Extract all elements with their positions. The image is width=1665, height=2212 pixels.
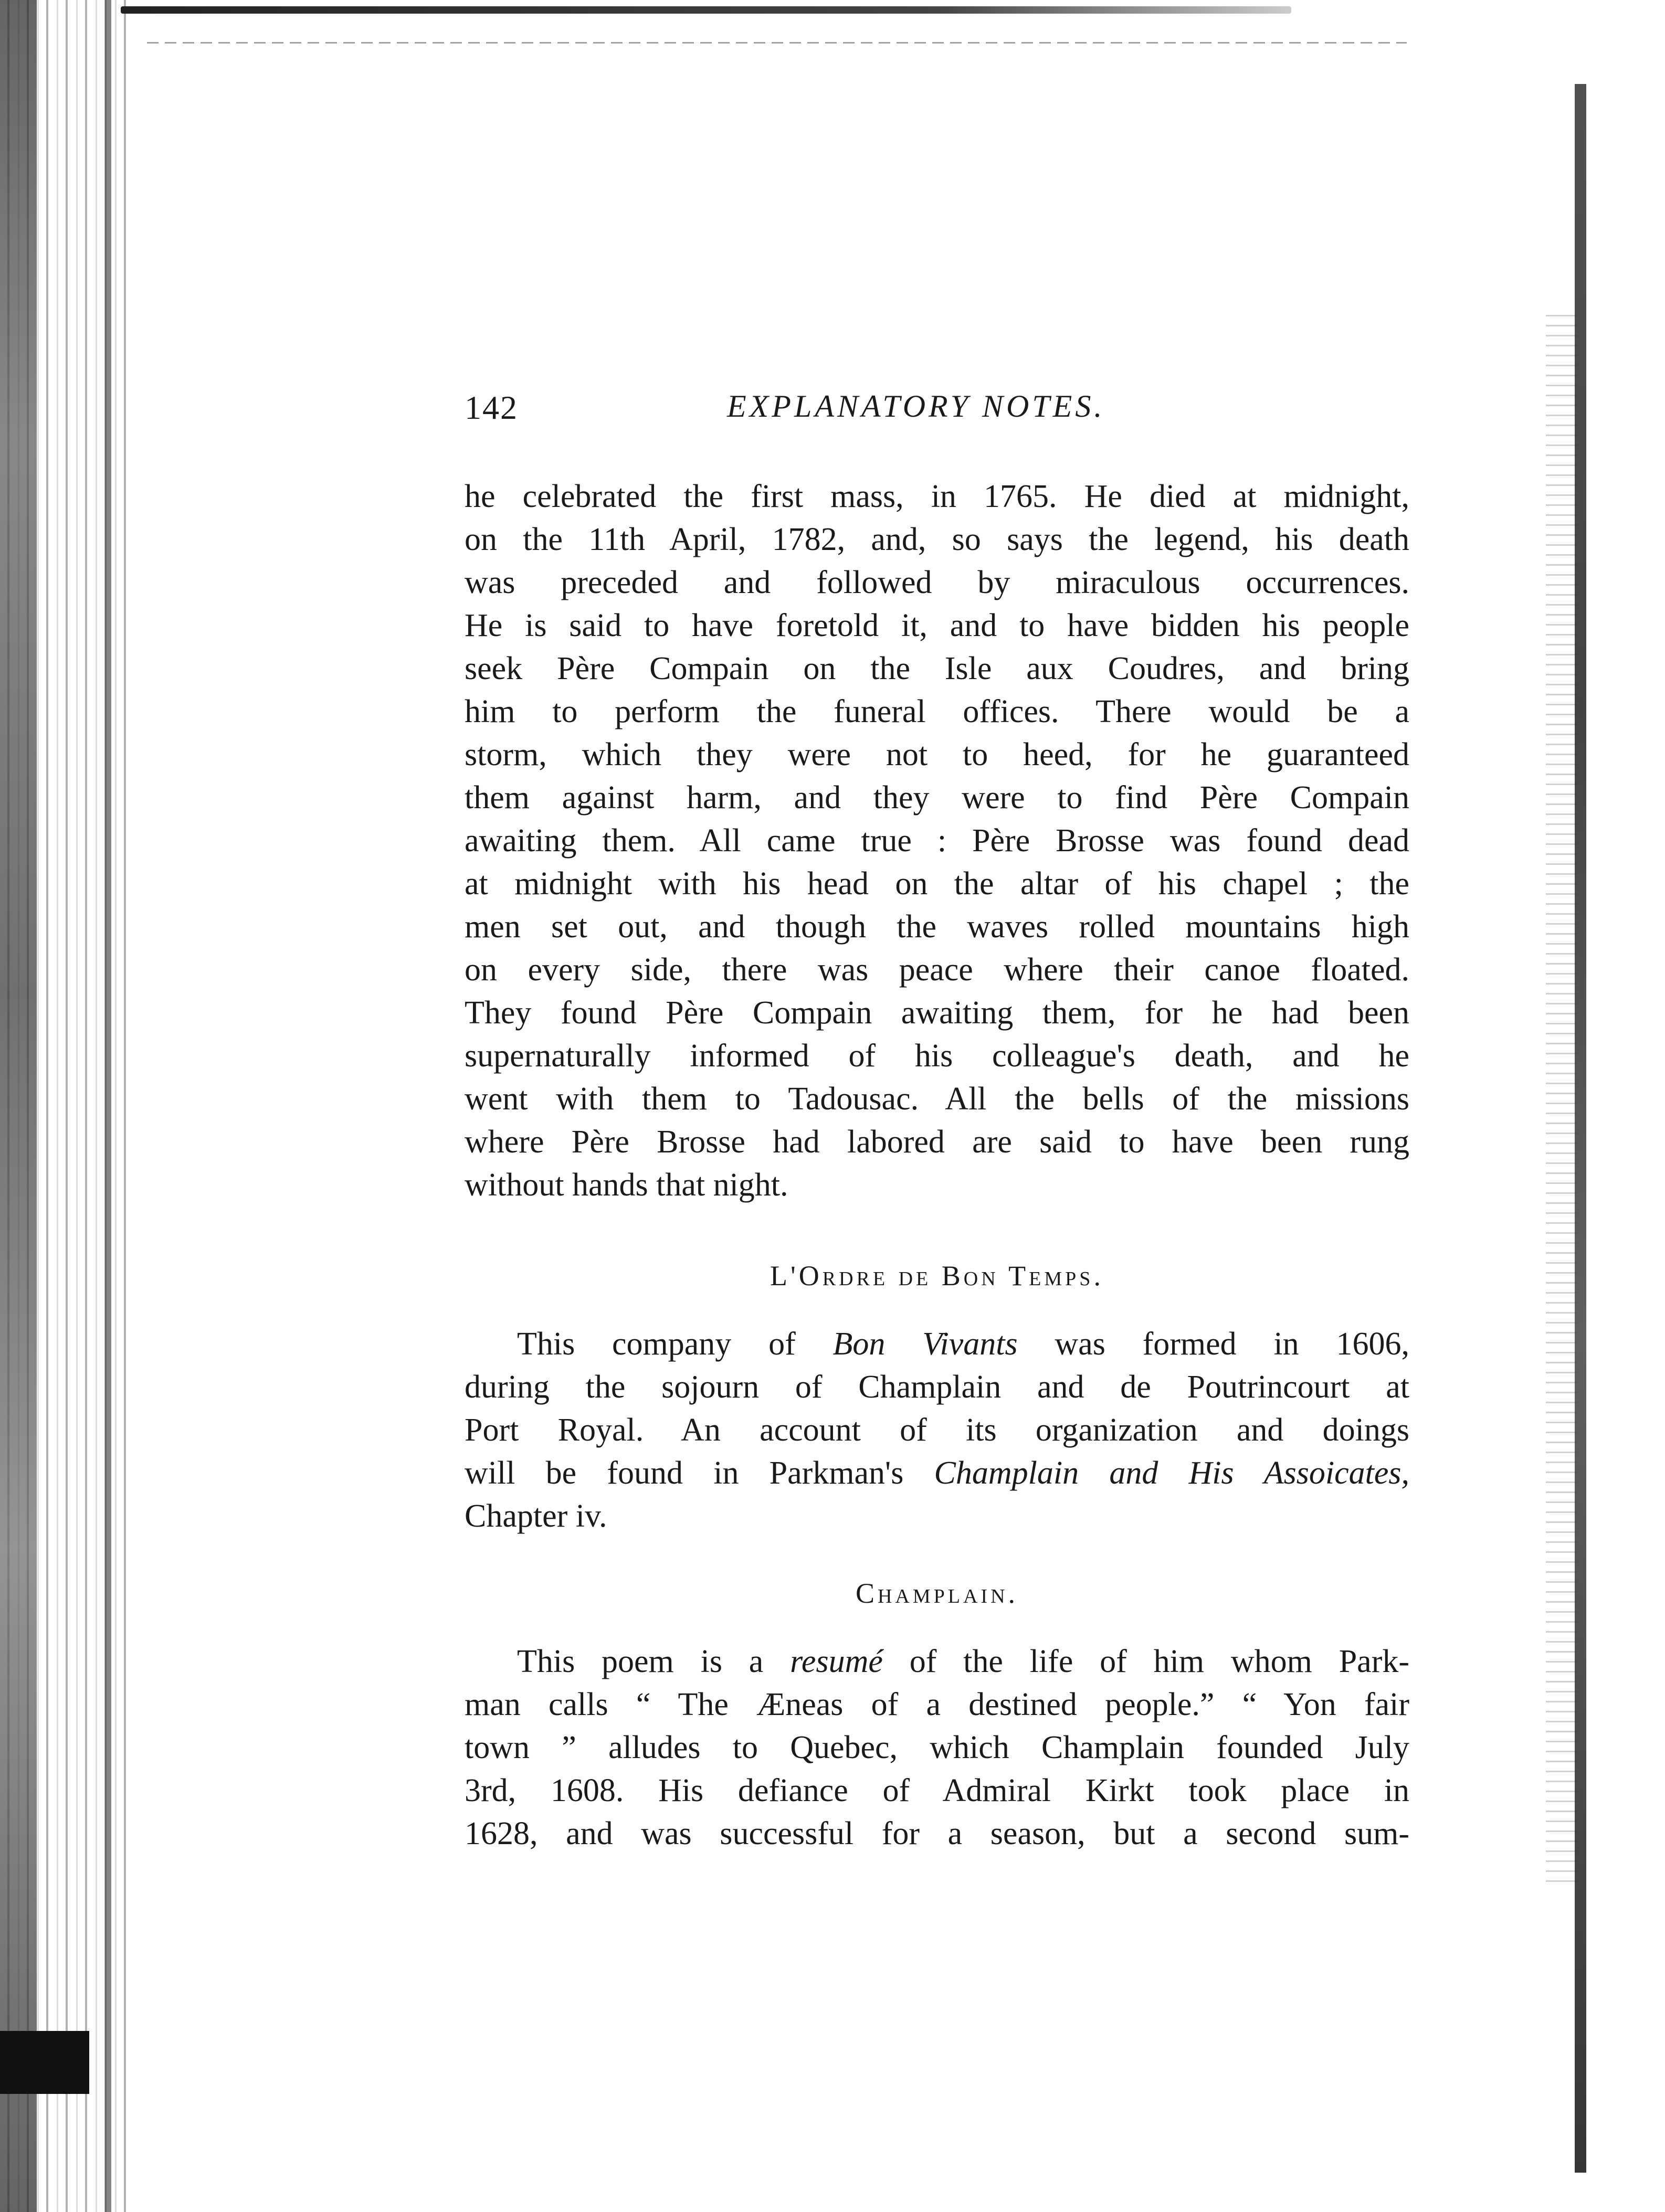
scan-left-edge-strip <box>0 0 37 2212</box>
page-number: 142 <box>465 389 518 426</box>
text-line: was preceded and followed by miraculous occurrences. <box>465 565 1409 600</box>
italic-text: Champlain and His Assoicates, <box>934 1455 1409 1491</box>
text-line: 1628, and was successful for a season, but a second sum- <box>465 1816 1409 1851</box>
text-line: 3rd, 1608. His defiance of Admiral Kirkt took place in <box>465 1773 1409 1808</box>
text-line: Chapter iv. <box>465 1498 607 1534</box>
text-line: them against harm, and they were to find Père Compain <box>465 780 1409 816</box>
text-line: town ” alludes to Quebec, which Champlain founded July <box>465 1730 1409 1765</box>
text-line: They found Père Compain awaiting them, for he had been <box>465 995 1409 1031</box>
text-line: storm, which they were not to heed, for he guaranteed <box>465 737 1409 772</box>
scan-right-edge-bar <box>1575 84 1586 2173</box>
italic-text: Bon Vivants <box>832 1326 1018 1362</box>
text-line: supernaturally informed of his colleague's death, and he <box>465 1038 1409 1074</box>
text-line: where Père Brosse had labored are said to have been rung <box>465 1124 1409 1160</box>
paragraph-champlain <box>465 1640 1409 1855</box>
scan-left-bottom-block <box>0 2031 89 2094</box>
text-line: This company of Bon Vivants was formed in 1606, <box>517 1326 1409 1362</box>
text-line: He is said to have foretold it, and to have bidden his people <box>465 608 1409 643</box>
paragraph-ordre-de-bon-temps <box>465 1322 1409 1538</box>
text-line: men set out, and though the waves rolled mountains high <box>465 909 1409 945</box>
text-line: man calls “ The Æneas of a destined people.” “ Yon fair <box>465 1687 1409 1722</box>
text-line: on every side, there was peace where their canoe floated. <box>465 952 1409 988</box>
section-heading-ordre-de-bon-temps: L'Ordre de Bon Temps. <box>770 1260 1104 1292</box>
text-line: This poem is a resumé of the life of him whom Park- <box>517 1644 1409 1679</box>
text-line: he celebrated the first mass, in 1765. He died at midnight, <box>465 479 1409 514</box>
text-line: will be found in Parkman's Champlain and His Assoicates, <box>465 1455 1409 1491</box>
running-head <box>465 388 1136 430</box>
text-line: without hands that night. <box>465 1167 788 1203</box>
text-line: Port Royal. An account of its organization and doings <box>465 1412 1409 1448</box>
scan-top-rule <box>121 6 1291 14</box>
scan-top-dashed-rule <box>147 42 1407 44</box>
text-line: went with them to Tadousac. All the bells of the missions <box>465 1081 1409 1117</box>
text-line: him to perform the funeral offices. There would be a <box>465 694 1409 729</box>
text-line: on the 11th April, 1782, and, so says the legend, his death <box>465 522 1409 557</box>
text-line: during the sojourn of Champlain and de Poutrincourt at <box>465 1369 1409 1405</box>
scan-right-edge-noise <box>1546 315 1577 1889</box>
scan-left-edge-bar <box>105 0 111 2212</box>
text-line: at midnight with his head on the altar of his chapel ; the <box>465 866 1409 902</box>
running-title: EXPLANATORY NOTES. <box>727 389 1105 424</box>
section-heading-champlain: Champlain. <box>855 1578 1019 1609</box>
text-line: awaiting them. All came true : Père Brosse was found dead <box>465 823 1409 859</box>
text-line: seek Père Compain on the Isle aux Coudres, and bring <box>465 651 1409 686</box>
italic-text: resumé <box>790 1644 883 1679</box>
paragraph-brosse-legend <box>465 475 1409 1206</box>
